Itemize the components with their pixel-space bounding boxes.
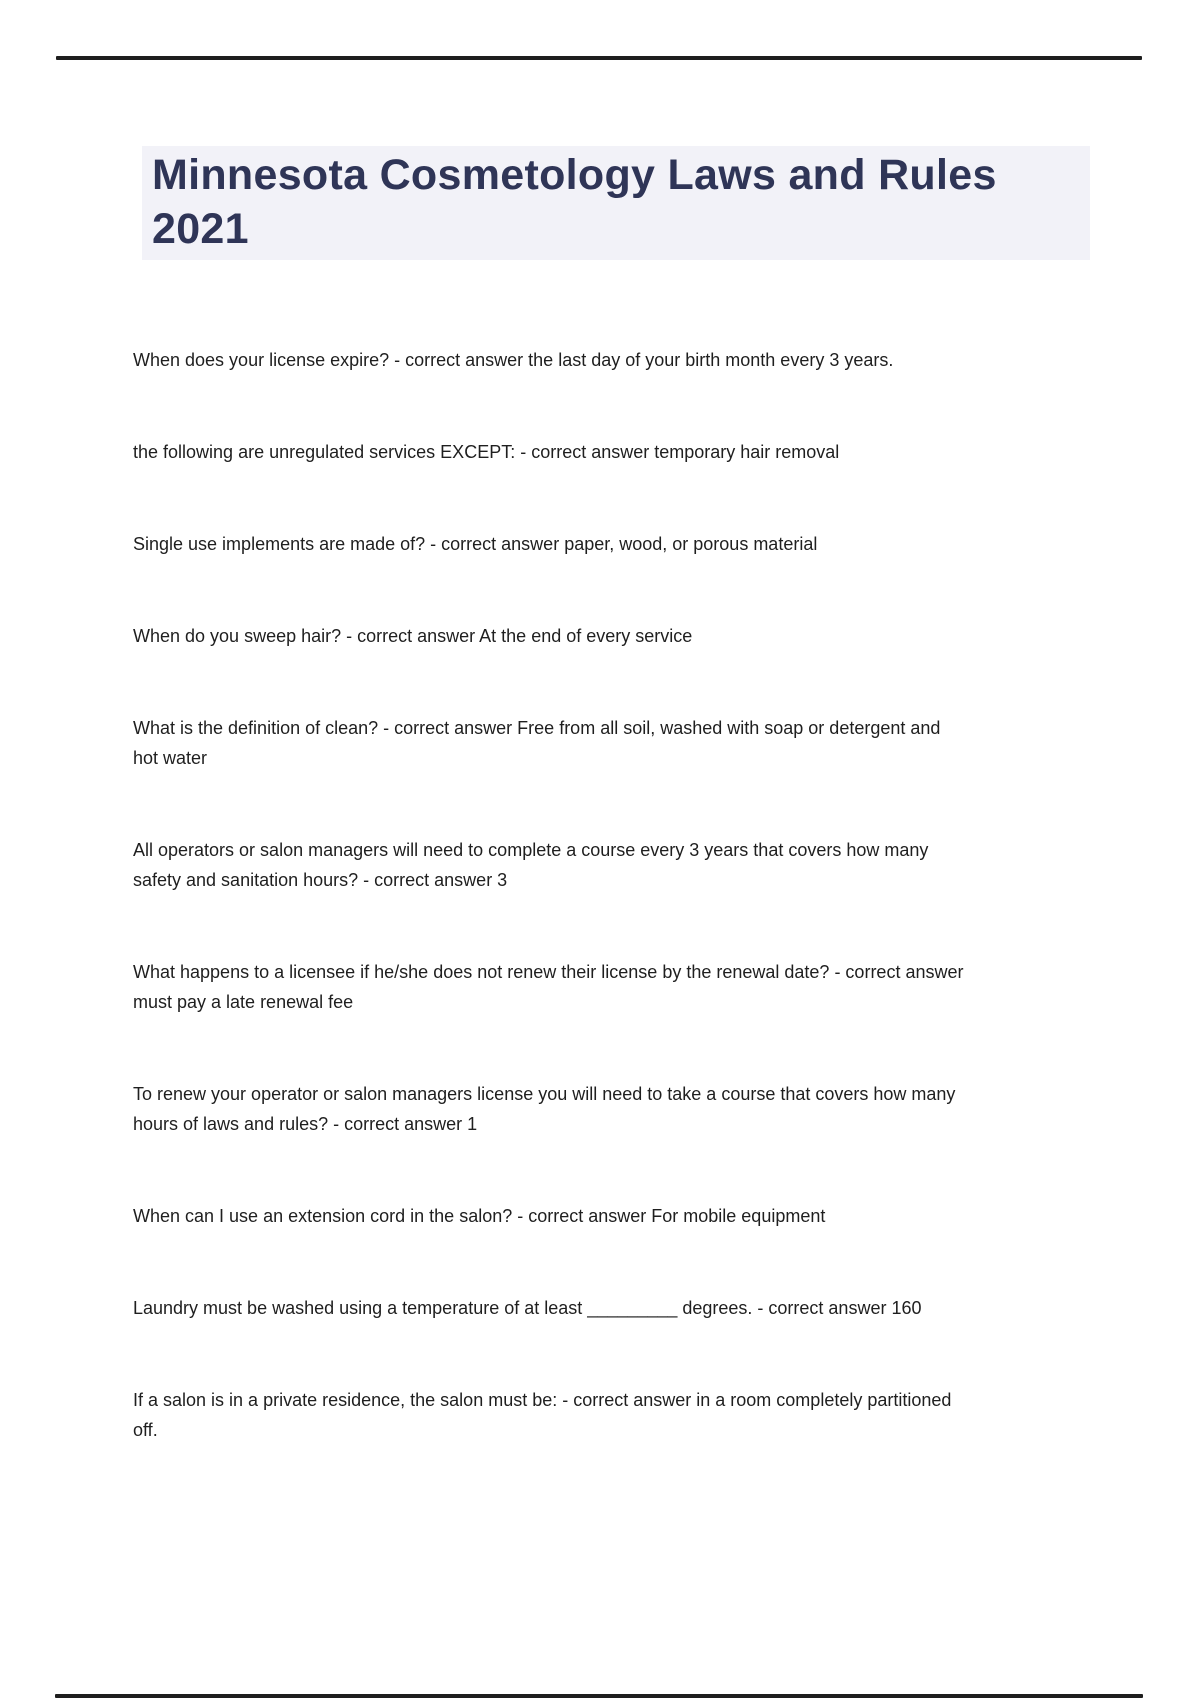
page-title <box>142 146 1090 260</box>
qa-line: Single use implements are made of? - correct answer paper, wood, or porous material <box>133 534 818 554</box>
qa-line: What happens to a licensee if he/she does not renew their license by the renewal date? - correct answer <box>133 962 964 982</box>
qa-item-10 <box>133 1293 1093 1323</box>
bottom-divider <box>55 1694 1143 1698</box>
qa-line: off. <box>133 1420 158 1440</box>
qa-item-3 <box>133 529 1093 559</box>
qa-line: the following are unregulated services EXCEPT: - correct answer temporary hair removal <box>133 442 840 462</box>
qa-line: All operators or salon managers will need to complete a course every 3 years that covers how many <box>133 840 929 860</box>
qa-list <box>133 345 1093 1507</box>
qa-item-8 <box>133 1079 1093 1139</box>
qa-line: To renew your operator or salon managers license you will need to take a course that covers how many <box>133 1084 956 1104</box>
qa-item-4 <box>133 621 1093 651</box>
title-highlight <box>142 146 1090 260</box>
qa-line: What is the definition of clean? - correct answer Free from all soil, washed with soap or detergent and <box>133 718 941 738</box>
page-title-line1: Minnesota Cosmetology Laws and Rules <box>152 151 997 199</box>
qa-line: When does your license expire? - correct answer the last day of your birth month every 3 years. <box>133 350 894 370</box>
top-divider <box>56 56 1142 60</box>
page-title-line2: 2021 <box>152 205 249 253</box>
qa-line: safety and sanitation hours? - correct answer 3 <box>133 870 508 890</box>
qa-item-9 <box>133 1201 1093 1231</box>
qa-line: When do you sweep hair? - correct answer At the end of every service <box>133 626 693 646</box>
qa-line: must pay a late renewal fee <box>133 992 354 1012</box>
qa-item-1 <box>133 345 1093 375</box>
qa-line: hot water <box>133 748 208 768</box>
qa-line: hours of laws and rules? - correct answer 1 <box>133 1114 478 1134</box>
qa-item-11 <box>133 1385 1093 1445</box>
qa-item-6 <box>133 835 1093 895</box>
qa-item-2 <box>133 437 1093 467</box>
qa-item-5 <box>133 713 1093 773</box>
qa-line: Laundry must be washed using a temperature of at least _________ degrees. - correct answer 160 <box>133 1298 922 1318</box>
qa-item-7 <box>133 957 1093 1017</box>
qa-line: If a salon is in a private residence, the salon must be: - correct answer in a room completely partitioned <box>133 1390 952 1410</box>
qa-line: When can I use an extension cord in the salon? - correct answer For mobile equipment <box>133 1206 826 1226</box>
